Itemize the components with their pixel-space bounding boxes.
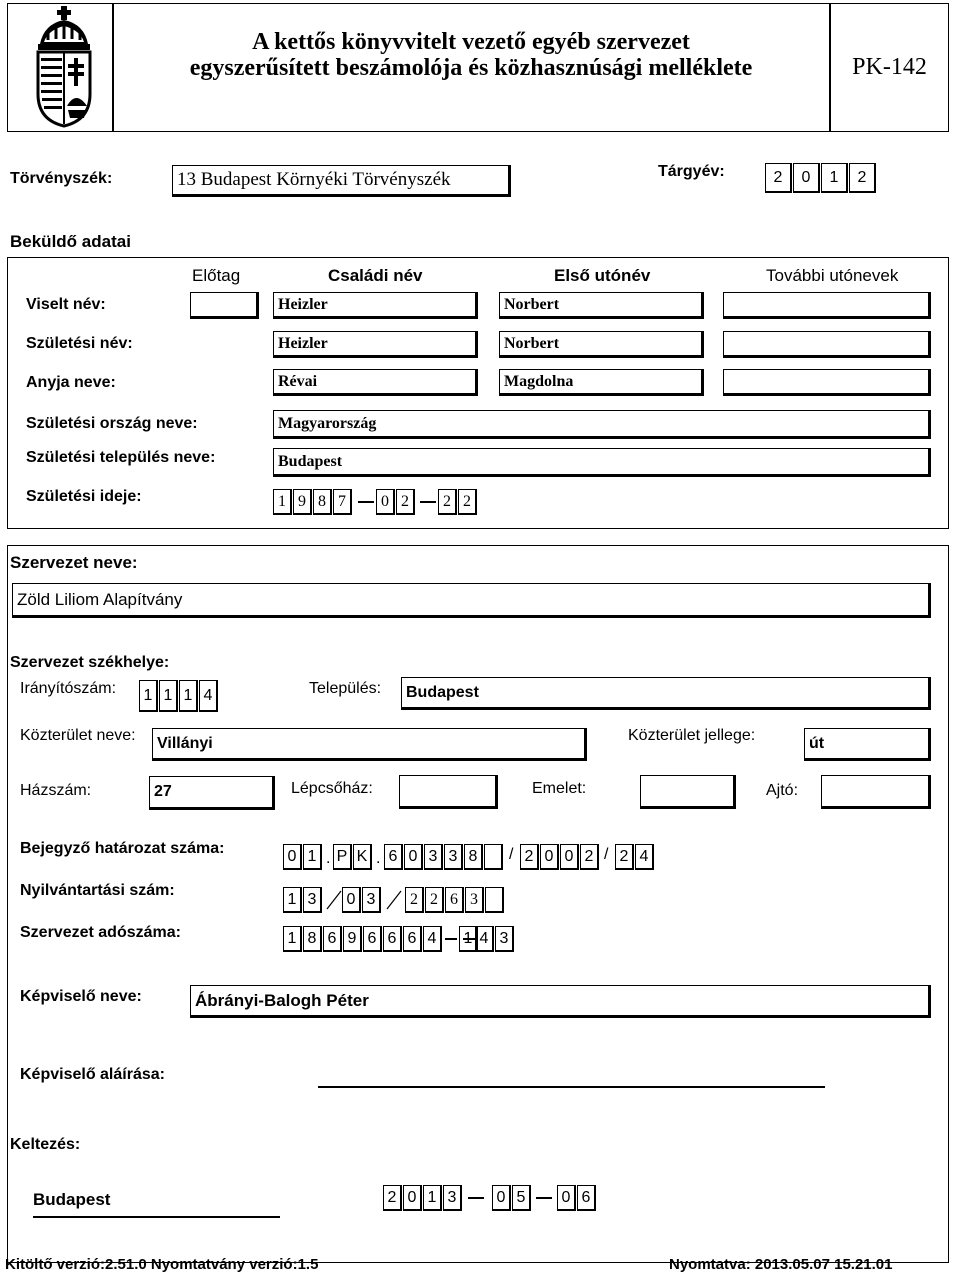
digit-cell[interactable]: 2: [405, 887, 424, 913]
worn-prefix-field[interactable]: [190, 292, 259, 319]
worn-first-field[interactable]: Norbert: [499, 292, 704, 319]
year-label: Tárgyév:: [658, 163, 725, 180]
dating-place-line: [33, 1216, 280, 1218]
digit-cell[interactable]: 2: [425, 887, 444, 913]
worn-name-label: Viselt név:: [26, 296, 106, 313]
dating-month-cells[interactable]: [492, 1185, 532, 1211]
digit-cell[interactable]: 1: [273, 489, 292, 515]
digit-cell[interactable]: 8: [313, 489, 332, 515]
year-cells[interactable]: [765, 163, 877, 193]
digit-cell[interactable]: 0: [560, 844, 579, 870]
digit-cell[interactable]: 3: [362, 887, 381, 913]
door-field[interactable]: [821, 775, 931, 809]
footer-printed: Nyomtatva: 2013.05.07 15.21.01: [669, 1256, 893, 1273]
decision-cells-c[interactable]: [384, 844, 504, 870]
floor-label: Emelet:: [532, 780, 587, 797]
digit-cell[interactable]: 2: [438, 489, 457, 515]
staircase-label: Lépcsőház:: [291, 780, 373, 797]
digit-cell[interactable]: 2: [765, 163, 792, 193]
registry-number-label: Nyilvántartási szám:: [20, 882, 175, 899]
digit-cell[interactable]: 3: [303, 887, 322, 913]
decision-cells-a[interactable]: [283, 844, 323, 870]
birth-day-cells[interactable]: [438, 489, 478, 515]
digit-cell[interactable]: 5: [512, 1185, 531, 1211]
representative-name-field[interactable]: Ábrányi-Balogh Péter: [190, 985, 931, 1018]
digit-cell[interactable]: 3: [443, 1185, 462, 1211]
digit-cell[interactable]: 0: [342, 887, 361, 913]
city-field[interactable]: Budapest: [401, 677, 931, 710]
decision-number-label: Bejegyző határozat száma:: [20, 840, 225, 857]
form-code: PK-142: [852, 54, 927, 80]
digit-cell[interactable]: [484, 844, 503, 870]
digit-cell[interactable]: 3: [444, 844, 463, 870]
digit-cell[interactable]: 9: [343, 926, 362, 952]
tax-number-label: Szervezet adószáma:: [20, 924, 181, 941]
digit-cell[interactable]: 9: [293, 489, 312, 515]
org-seat-label: Szervezet székhelye:: [10, 654, 170, 671]
decision-cells-b[interactable]: [333, 844, 373, 870]
digit-cell[interactable]: 0: [404, 844, 423, 870]
form-title-line2: egyszerűsített beszámolója és közhasznúsági melléklete: [189, 55, 753, 81]
col-prefix-header: Előtag: [192, 266, 241, 285]
birth-country-field[interactable]: Magyarország: [273, 410, 931, 439]
coat-of-arms-logo: [30, 6, 98, 128]
decision-cells-e[interactable]: [615, 844, 655, 870]
digit-cell[interactable]: 1: [283, 926, 302, 952]
digit-cell[interactable]: 3: [465, 887, 484, 913]
dating-day-cells[interactable]: [557, 1185, 597, 1211]
digit-cell[interactable]: 2: [580, 844, 599, 870]
digit-cell[interactable]: 1: [139, 680, 158, 712]
digit-cell[interactable]: 4: [475, 926, 494, 952]
digit-cell[interactable]: [485, 887, 504, 913]
col-family-header: Családi név: [328, 266, 423, 285]
form-title-line1: A kettős könyvvitelt vezető egyéb szervezet: [252, 29, 690, 55]
slash-separator: /: [509, 846, 514, 863]
digit-cell[interactable]: 6: [383, 926, 402, 952]
birth-other-field[interactable]: [723, 331, 931, 358]
digit-cell[interactable]: 6: [323, 926, 342, 952]
letter-cell[interactable]: K: [353, 844, 372, 870]
digit-cell[interactable]: 3: [495, 926, 514, 952]
slash-separator-line: [386, 889, 402, 911]
digit-cell[interactable]: 7: [333, 489, 352, 515]
birth-family-field[interactable]: Heizler: [273, 331, 478, 358]
date-separator: [420, 501, 436, 503]
birth-month-cells[interactable]: [376, 489, 416, 515]
signature-line[interactable]: [318, 1086, 825, 1088]
birth-date-label: Születési ideje:: [26, 488, 142, 505]
digit-cell[interactable]: 6: [384, 844, 403, 870]
slash-separator-line: [326, 889, 342, 911]
digit-cell[interactable]: 2: [458, 489, 477, 515]
zip-cells[interactable]: [139, 680, 219, 712]
digit-cell[interactable]: 8: [303, 926, 322, 952]
mother-family-field[interactable]: Révai: [273, 369, 478, 396]
tax-cells-c[interactable]: [475, 926, 515, 952]
digit-cell[interactable]: 1: [159, 680, 178, 712]
tax-cells-a[interactable]: [283, 926, 443, 952]
street-type-field[interactable]: út: [804, 728, 931, 761]
street-type-label: Közterület jellege:: [628, 727, 756, 744]
digit-cell[interactable]: 0: [492, 1185, 511, 1211]
birth-first-field[interactable]: Norbert: [499, 331, 704, 358]
digit-cell[interactable]: 6: [577, 1185, 596, 1211]
digit-cell[interactable]: 0: [283, 844, 302, 870]
digit-cell[interactable]: 8: [464, 844, 483, 870]
digit-cell[interactable]: 6: [403, 926, 422, 952]
tax-separator: [445, 938, 457, 940]
birth-city-field[interactable]: Budapest: [273, 448, 931, 477]
digit-cell[interactable]: 0: [557, 1185, 576, 1211]
mother-other-field[interactable]: [723, 369, 931, 396]
dating-label: Keltezés:: [10, 1136, 81, 1153]
door-label: Ajtó:: [766, 782, 799, 799]
digit-cell[interactable]: 3: [424, 844, 443, 870]
worn-other-field[interactable]: [723, 292, 931, 319]
dating-year-cells[interactable]: [383, 1185, 463, 1211]
representative-signature-label: Képviselő aláírása:: [20, 1066, 165, 1083]
date-separator: [536, 1197, 552, 1199]
registry-cells-b[interactable]: [342, 887, 382, 913]
digit-cell[interactable]: 1: [303, 844, 322, 870]
mother-first-field[interactable]: Magdolna: [499, 369, 704, 396]
zip-label: Irányítószám:: [20, 680, 117, 697]
date-separator: [358, 501, 374, 503]
court-field[interactable]: 13 Budapest Környéki Törvényszék: [172, 165, 511, 197]
digit-cell[interactable]: 4: [635, 844, 654, 870]
floor-field[interactable]: [640, 775, 736, 809]
digit-cell[interactable]: 4: [199, 680, 218, 712]
digit-cell[interactable]: 4: [423, 926, 442, 952]
letter-cell[interactable]: P: [333, 844, 352, 870]
sender-section-label: Beküldő adatai: [10, 232, 131, 251]
digit-cell[interactable]: 1: [423, 1185, 442, 1211]
representative-name-label: Képviselő neve:: [20, 988, 142, 1005]
dot-separator: .: [326, 850, 331, 867]
birth-city-label: Születési település neve:: [26, 449, 216, 466]
digit-cell[interactable]: 0: [376, 489, 395, 515]
registry-cells-a[interactable]: [283, 887, 323, 913]
tax-separator: [463, 938, 475, 940]
org-name-field[interactable]: Zöld Liliom Alapítvány: [12, 583, 931, 618]
birth-name-label: Születési név:: [26, 335, 133, 352]
digit-cell[interactable]: 2: [849, 163, 876, 193]
digit-cell[interactable]: 2: [520, 844, 539, 870]
registry-cells-c[interactable]: [405, 887, 505, 913]
city-label: Település:: [309, 680, 382, 697]
date-separator: [468, 1197, 484, 1199]
digit-cell[interactable]: 1: [821, 163, 848, 193]
house-number-label: Házszám:: [20, 782, 92, 799]
digit-cell[interactable]: 2: [396, 489, 415, 515]
dot-separator: .: [376, 850, 381, 867]
org-name-label: Szervezet neve:: [10, 553, 138, 572]
digit-cell[interactable]: 1: [179, 680, 198, 712]
digit-cell[interactable]: 0: [540, 844, 559, 870]
digit-cell[interactable]: 1: [283, 887, 302, 913]
birth-year-cells[interactable]: [273, 489, 353, 515]
slash-separator: /: [604, 846, 609, 863]
worn-family-field[interactable]: Heizler: [273, 292, 478, 319]
dating-place[interactable]: Budapest: [33, 1190, 111, 1209]
street-field[interactable]: Villányi: [152, 728, 587, 761]
digit-cell[interactable]: 0: [793, 163, 820, 193]
col-other-header: További utónevek: [766, 266, 899, 285]
birth-country-label: Születési ország neve:: [26, 415, 198, 432]
street-label: Közterület neve:: [20, 727, 136, 744]
col-first-header: Első utónév: [554, 266, 651, 285]
digit-cell[interactable]: 2: [383, 1185, 402, 1211]
staircase-field[interactable]: [399, 775, 498, 809]
footer-version: Kitöltő verzió:2.51.0 Nyomtatvány verzió:1.5: [5, 1256, 319, 1273]
digit-cell[interactable]: 0: [403, 1185, 422, 1211]
decision-cells-d[interactable]: [520, 844, 600, 870]
digit-cell[interactable]: 2: [615, 844, 634, 870]
court-label: Törvényszék:: [10, 170, 113, 187]
digit-cell[interactable]: 6: [363, 926, 382, 952]
house-number-field[interactable]: 27: [149, 776, 275, 810]
mother-name-label: Anyja neve:: [26, 374, 116, 391]
digit-cell[interactable]: 6: [445, 887, 464, 913]
